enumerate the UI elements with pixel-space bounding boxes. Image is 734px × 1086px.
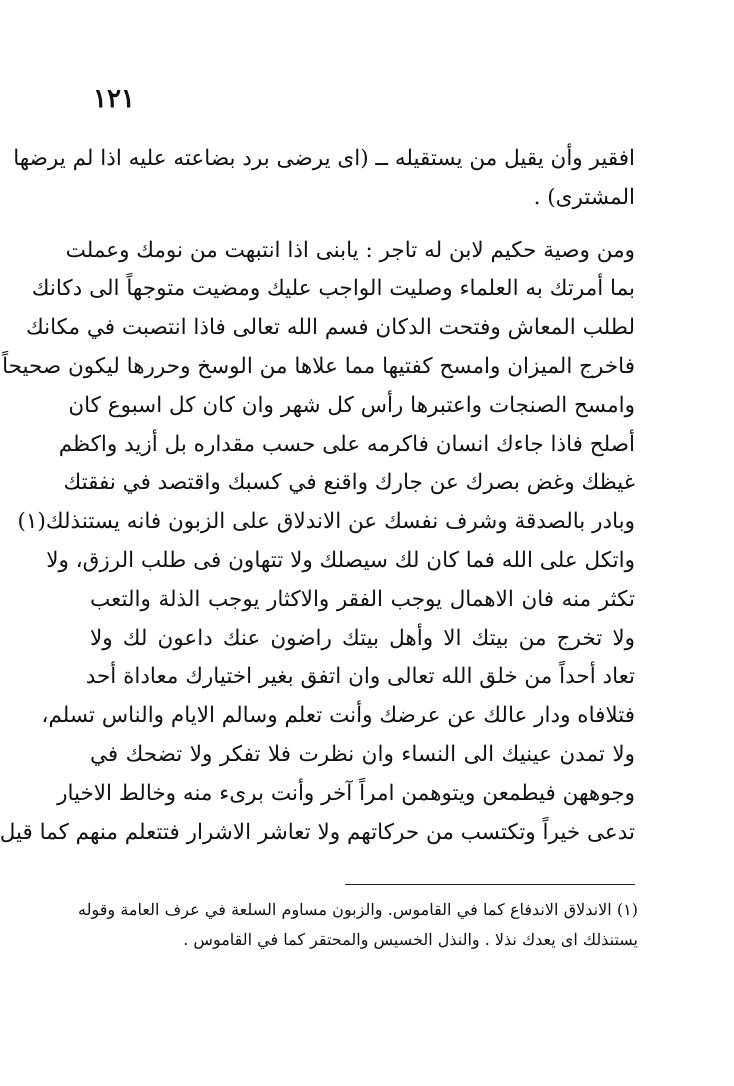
text-line: تكثر منه فان الاهمال يوجب الفقر والاكثار يوجب الذلة والتعب [90,586,635,612]
paragraph [0,232,635,853]
text-line: ولا تخرج من بيتك الا وأهل بيتك راضون عنك داعون لك ولا [90,625,635,651]
body-text [0,140,635,852]
page-number: ١٢١ [93,84,135,114]
footnote [78,895,638,955]
text-line: ولا تمدن عينيك الى النساء وان نظرت فلا تفكر ولا تضحك في [90,741,635,767]
text-line: لطلب المعاش وفتحت الدكان فسم الله تعالى فاذا انتصبت في مكانك [25,315,635,341]
text-line: واتكل على الله فما كان لك سيصلك ولا تتهاون فى طلب الرزق، ولا [46,547,635,573]
text-line: فتلافاه ودار عالك عن عرضك وأنت تعلم وسالم الايام والناس تسلم، [41,703,635,729]
text-line: غيظك وغض بصرك عن جارك واقنع في كسبك واقتصد في نفقتك [63,470,635,496]
text-line: ومن وصية حكيم لابن له تاجر : يابنى اذا انتبهت من نومك وعملت [65,237,635,263]
footnote-divider [345,884,635,885]
footnote-line: يستنذلك اى يعدك نذلا . والنذل الخسيس والمحتقر كما في القاموس . [183,930,638,949]
text-line: افقير وأن يقيل من يستقيله ــ (اى يرضى برد بضاعته عليه اذا لم يرضها [13,146,635,171]
text-line: بما أمرتك به العلماء وصليت الواجب عليك ومضيت متوجهاً الى دكانك [31,276,635,302]
paragraph [13,140,635,218]
text-line: وجوههن فيطمعن ويتوهمن امراً آخر وأنت برىء منه وخالط الاخيار [57,780,635,806]
text-line: أصلح فاذا جاءك انسان فاكرمه على حسب مقداره بل أزيد واكظم [58,431,635,457]
text-line: المشترى) . [533,184,635,210]
text-line: وامسح الصنجات واعتبرها رأس كل شهر وان كان كل اسبوع كان [68,392,635,418]
paragraph-gap [90,218,635,232]
text-line: فاخرج الميزان وامسح كفتيها مما علاها من الوسخ وحررها ليكون صحيحاً [2,353,635,379]
text-line: وبادر بالصدقة وشرف نفسك عن الاندلاق على الزبون فانه يستنذلك(١) [17,509,635,535]
text-line: تعاد أحداً من خلق الله تعالى وان اتفق بغير اختيارك معاداة أحد [85,664,635,690]
text-line: تدعى خيراً وتكتسب من حركاتهم ولا تعاشر الاشرار فتتعلم منهم كما قيل [0,819,635,845]
footnote-line: (١) الاندلاق الاندفاع كما في القاموس. والزبون مساوم السلعة في عرف العامة وقوله [78,900,638,919]
